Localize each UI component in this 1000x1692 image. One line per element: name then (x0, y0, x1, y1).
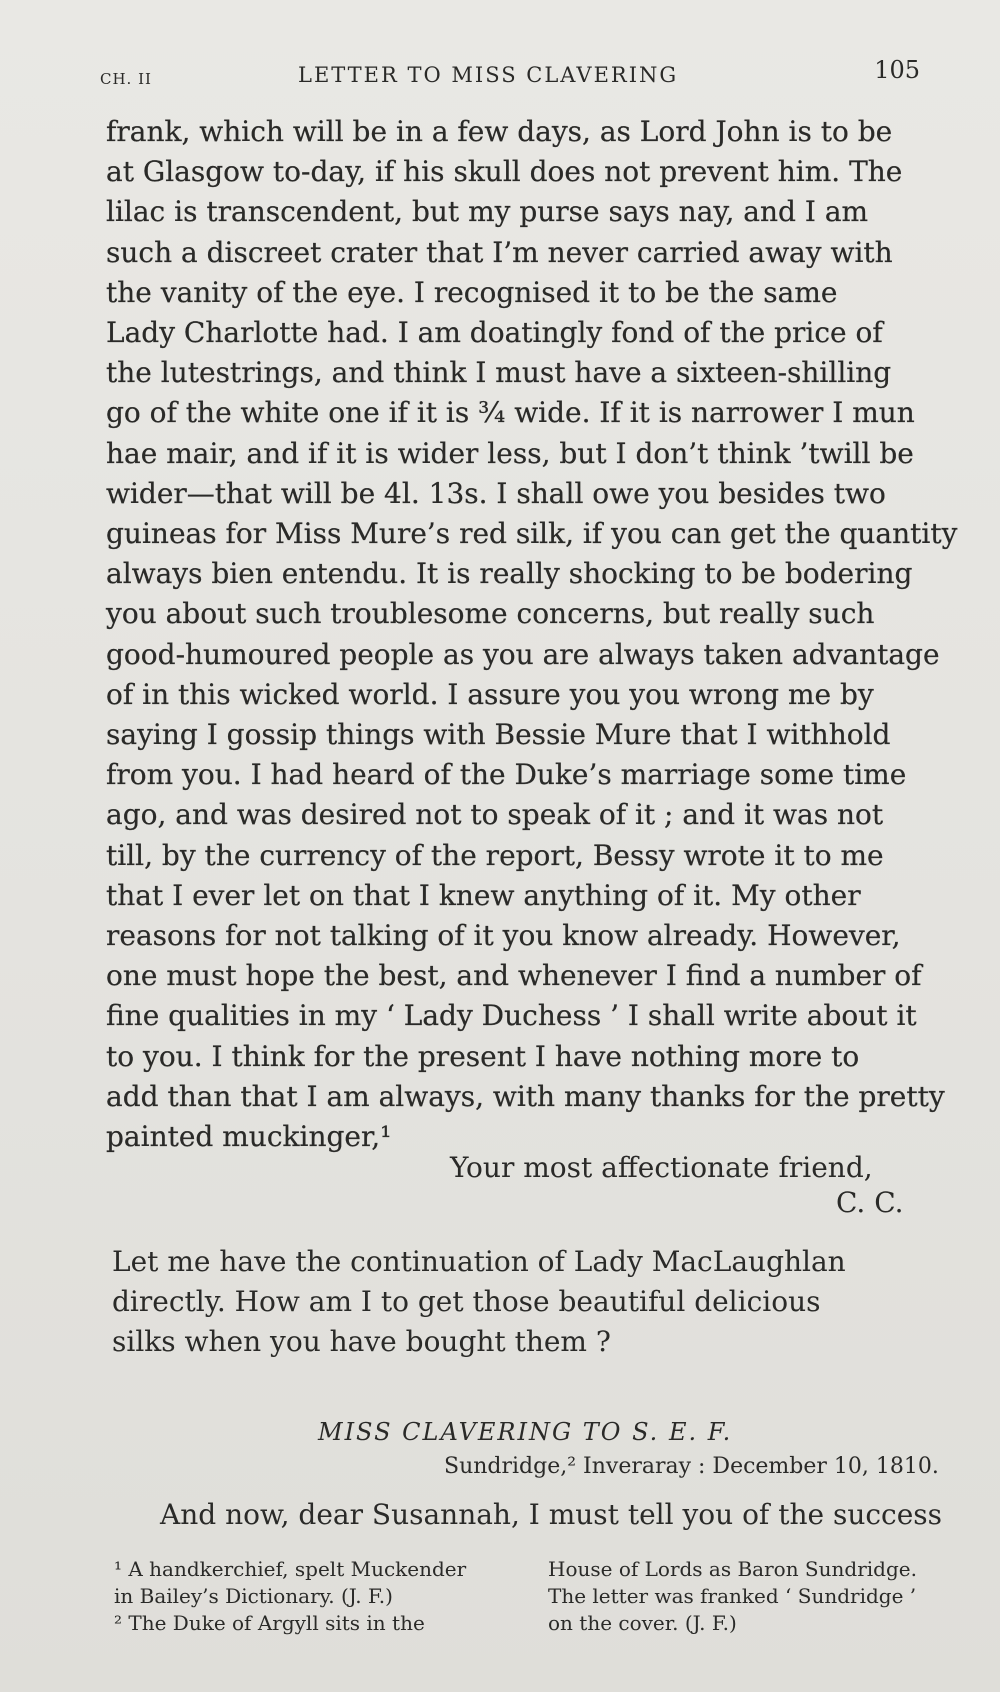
footnote-line: in Bailey’s Dictionary. (J. F.) (114, 1584, 393, 1608)
body-line: always bien entendu. It is really shocking to be bodering (106, 557, 913, 591)
footnote-line: ² The Duke of Argyll sits in the (114, 1611, 425, 1635)
postscript-line: Let me have the continuation of Lady MacLaughlan (112, 1245, 846, 1278)
body-line: the vanity of the eye. I recognised it to be the same (106, 275, 838, 309)
body-line: go of the white one if it is ¾ wide. If it is narrower I mun (106, 396, 915, 430)
footnotes-right-column (548, 1556, 938, 1637)
body-line: add than that I am always, with many thanks for the pretty (106, 1079, 945, 1113)
body-line: painted muckinger,¹ (106, 1120, 392, 1154)
postscript-line: directly. How am I to get those beautiful delicious (112, 1285, 821, 1318)
next-letter-heading: MISS CLAVERING TO S. E. F. (318, 1418, 733, 1446)
body-line: hae mair, and if it is wider less, but I don’t think ’twill be (106, 436, 914, 470)
body-line: guineas for Miss Mure’s red silk, if you can get the quantity (106, 517, 958, 551)
body-line: ago, and was desired not to speak of it ; and it was not (106, 798, 884, 832)
body-line: till, by the currency of the report, Bessy wrote it to me (106, 838, 884, 872)
body-line: frank, which will be in a few days, as Lord John is to be (106, 115, 893, 148)
body-line: such a discreet crater that I’m never carried away with (106, 235, 893, 269)
body-line: from you. I had heard of the Duke’s marriage some time (106, 758, 907, 792)
body-line: reasons for not talking of it you know already. However, (106, 919, 901, 953)
body-line: you about such troublesome concerns, but really such (106, 597, 875, 631)
letter-body (106, 112, 958, 1157)
body-line: saying I gossip things with Bessie Mure that I withhold (106, 718, 891, 752)
letter-signature: C. C. (836, 1186, 904, 1219)
postscript (112, 1242, 932, 1362)
next-letter-dateline: Sundridge,² Inveraray : December 10, 1810. (444, 1454, 939, 1479)
footnotes-left-column (114, 1556, 524, 1637)
running-head (100, 54, 920, 94)
postscript-line: silks when you have bought them ? (112, 1325, 611, 1358)
body-line: that I ever let on that I knew anything of it. My other (106, 878, 861, 912)
body-line: to you. I think for the present I have nothing more to (106, 1039, 860, 1073)
chapter-label: CH. II (100, 70, 152, 88)
next-letter-opening: And now, dear Susannah, I must tell you of the success (160, 1498, 943, 1531)
footnote-line: House of Lords as Baron Sundridge. (548, 1557, 917, 1581)
footnote-line: The letter was franked ‘ Sundridge ’ (548, 1584, 917, 1608)
body-line: lilac is transcendent, but my purse says nay, and I am (106, 195, 869, 229)
body-line: one must hope the best, and whenever I find a number of (106, 959, 922, 993)
letter-closing: Your most affectionate friend, (450, 1151, 873, 1184)
body-line: the lutestrings, and think I must have a sixteen-shilling (106, 356, 892, 390)
body-line: wider—that will be 4l. 13s. I shall owe you besides two (106, 476, 886, 510)
body-line: good-humoured people as you are always taken advantage (106, 637, 940, 671)
footnote-line: on the cover. (J. F.) (548, 1611, 737, 1635)
footnote-line: ¹ A handkerchief, spelt Muckender (114, 1557, 467, 1581)
body-line: Lady Charlotte had. I am doatingly fond of the price of (106, 316, 883, 350)
running-title: LETTER TO MISS CLAVERING (298, 63, 679, 87)
body-line: of in this wicked world. I assure you you wrong me by (106, 677, 874, 711)
body-line: fine qualities in my ‘ Lady Duchess ’ I shall write about it (106, 999, 917, 1033)
body-line: at Glasgow to-day, if his skull does not prevent him. The (106, 155, 903, 189)
page-number: 105 (874, 56, 920, 84)
